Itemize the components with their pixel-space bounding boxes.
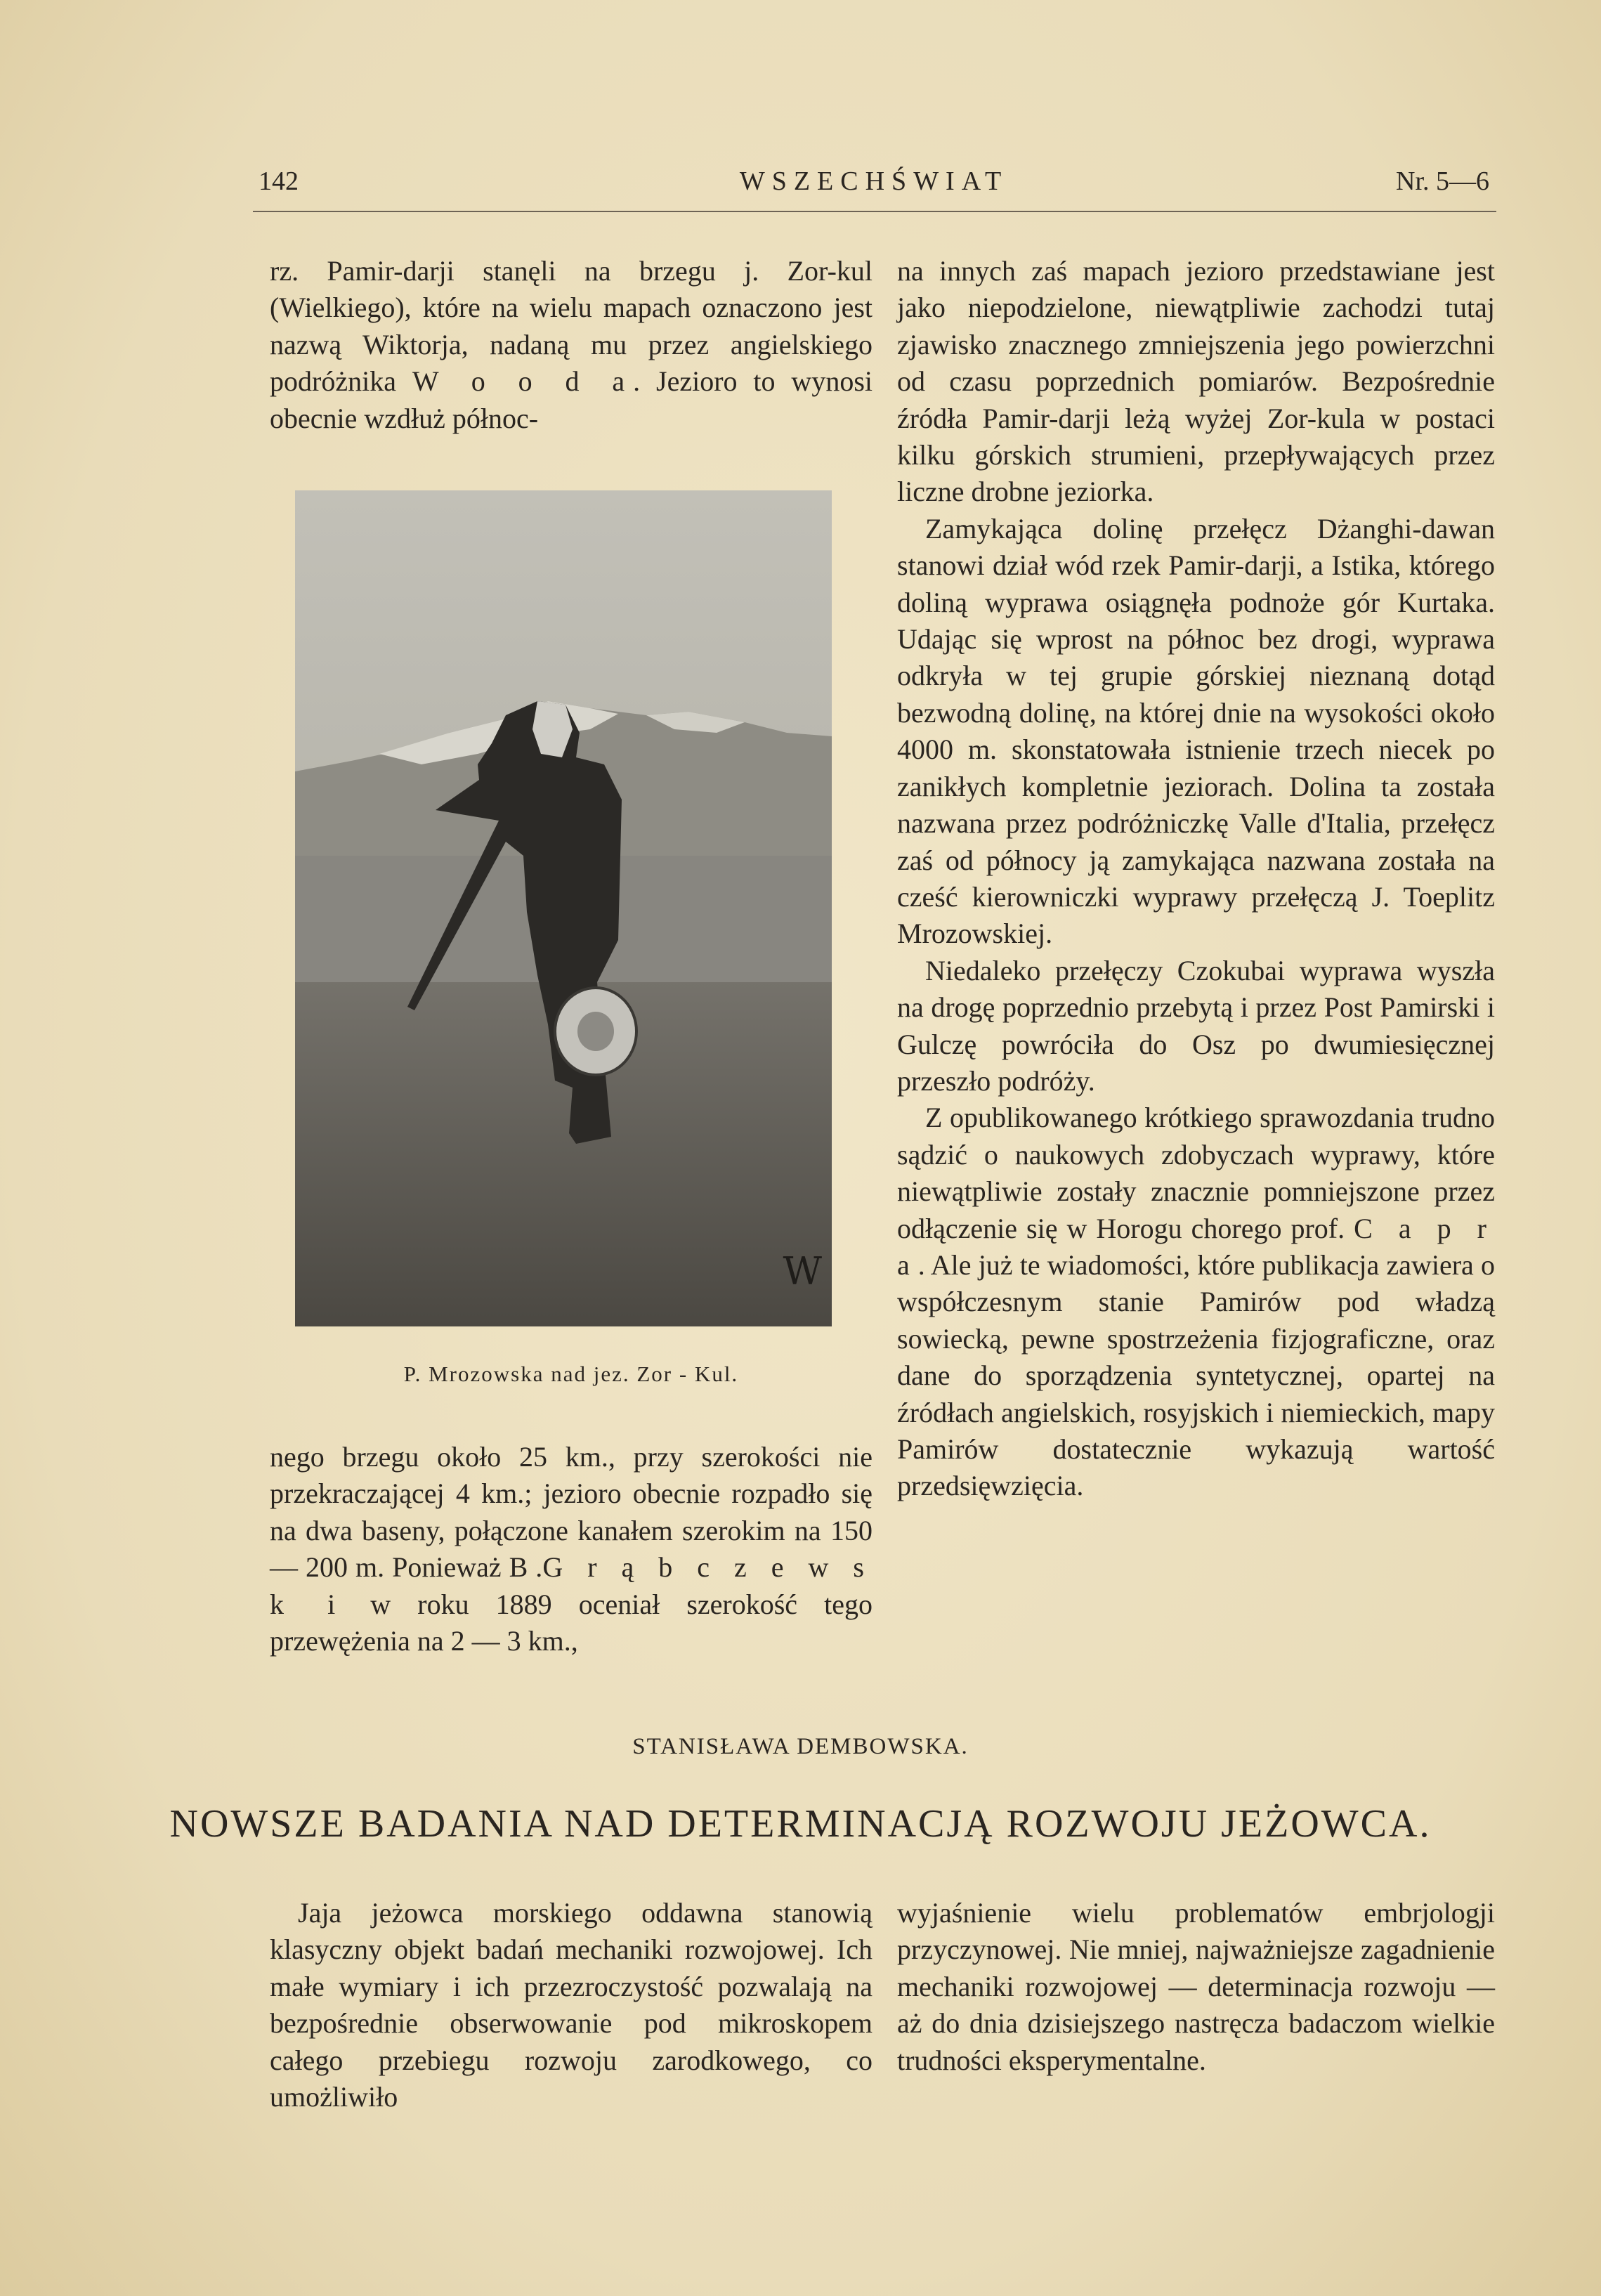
text-run: rz. Pamir-darji stanęli na brzegu j. Zor-kul (Wielkiego), które na wielu mapach oznaczono jest nazwą Wiktorja, nadaną mu przez angielskiego podróżnika [270, 255, 873, 398]
paragraph: Zamykająca dolinę przełęcz Dżanghi-dawan stanowi dział wód rzek Pamir-darji, a Istika, którego doliną wyprawa osiągnęła podnoże gór Kurtaka. Udając się wprost na północ bez drogi, wyprawa odkryła w tej grupie górskiej nieznaną dotąd bezwodną dolinę, na której dnie na wysokości około 4000 m. skonstatowała istnienie trzech niecek po zanikłych kompletnie jeziorach. Dolina ta została nazwana przez podróżniczkę Valle d'Italia, przełęcz zaś od północy ją zamykająca nazwana została na cześć kierowniczki wyprawy przełęczą J. Toeplitz Mrozowskiej. [897, 512, 1495, 950]
article-author: STANISŁAWA DEMBOWSKA. [632, 1734, 969, 1759]
header-rule [253, 211, 1496, 212]
left-column-top-text [270, 253, 873, 437]
text-run: Z opublikowanego krótkiego sprawozdania trudno sądzić o naukowych zdobyczach wyprawy, które niewątpliwie zostały znacznie pomniejszone przez odłączenie się w Horogu chorego prof. [897, 1102, 1495, 1244]
paragraph: Niedaleko przełęczy Czokubai wyprawa wyszła na drogę poprzednio przebytą i przez Post Pamirski i Gulczę powróciła do Osz po dwumiesięcznej przeszło podróży. [897, 954, 1495, 1097]
page-number: 142 [259, 167, 299, 196]
photo-figure-on-lakeshore [295, 490, 832, 1326]
photograph [295, 490, 832, 1326]
issue-number: Nr. 5—6 [1396, 167, 1489, 196]
journal-title: WSZECHŚWIAT [739, 167, 1009, 196]
article-right-column [897, 1895, 1495, 2079]
text-run: w roku 1889 oceniał szerokość tego przewężenia na 2 — 3 km., [270, 1588, 873, 1657]
photographer-signature: W [783, 1249, 822, 1293]
spaced-name-wood: W o o d a [412, 365, 634, 398]
photo-caption: P. Mrozowska nad jez. Zor - Kul. [403, 1362, 739, 1386]
text-run: nego brzegu około 25 km., przy szerokości nie przekraczającej 4 km.; jezioro obecnie rozpadło się na dwa baseny, połączone kanałem szerokim na 150 — 200 m. Ponieważ B . [270, 1441, 873, 1584]
paragraph: na innych zaś mapach jezioro przedstawiane jest jako niepodzielone, niewątpliwie zachodzi tutaj zjawisko znacznego zmniejszenia jego powierzchni od czasu poprzednich pomiarów. Bezpośrednie źródła Pamir-darji leżą wyżej Zor-kula w postaci kilku górskich strumieni, przepływających przez liczne drobne jeziorka. [897, 255, 1495, 508]
article-title: NOWSZE BADANIA NAD DETERMINACJĄ ROZWOJU JEŻOWCA. [169, 1802, 1432, 1846]
paragraph: Jaja jeżowca morskiego oddawna stanowią klasyczny objekt badań mechaniki rozwojowej. Ich małe wymiary i ich przezroczystość pozwalają na bezpośrednie obserwowanie pod mikroskopem całego przebiegu rozwoju zarodkowego, co umożliwiło [270, 1897, 873, 2113]
text-run: . Jezioro to wynosi obecnie wzdłuż północ- [270, 365, 873, 434]
right-column-text [897, 253, 1495, 1505]
spaced-name-grabczewski: G r ą b c z e w s k i [270, 1551, 873, 1620]
spaced-name-capra: C a p r a [897, 1212, 1495, 1281]
paragraph: wyjaśnienie wielu problematów embrjologji przyczynowej. Nie mniej, najważniejsze zagadnienie mechaniki rozwojowej — determinacja rozwoju — aż do dnia dzisiejszego nastręcza badaczom wielkie trudności eksperymentalne. [897, 1897, 1495, 2076]
left-column-bottom-text [270, 1439, 873, 1659]
text-run: . Ale już te wiadomości, które publikacja zawiera o współczesnym stanie Pamirów pod władzą sowiecką, pewne spostrzeżenia fizjograficzne, oraz dane do sporządzenia syntetycznej, opartej na źródłach angielskich, rosyjskich i niemieckich, mapy Pamirów dostatecznie wykazują wartość przedsięwzięcia. [897, 1248, 1495, 1502]
article-left-column [270, 1895, 873, 2115]
running-header [259, 163, 1489, 205]
paragraph [897, 1100, 1495, 1504]
